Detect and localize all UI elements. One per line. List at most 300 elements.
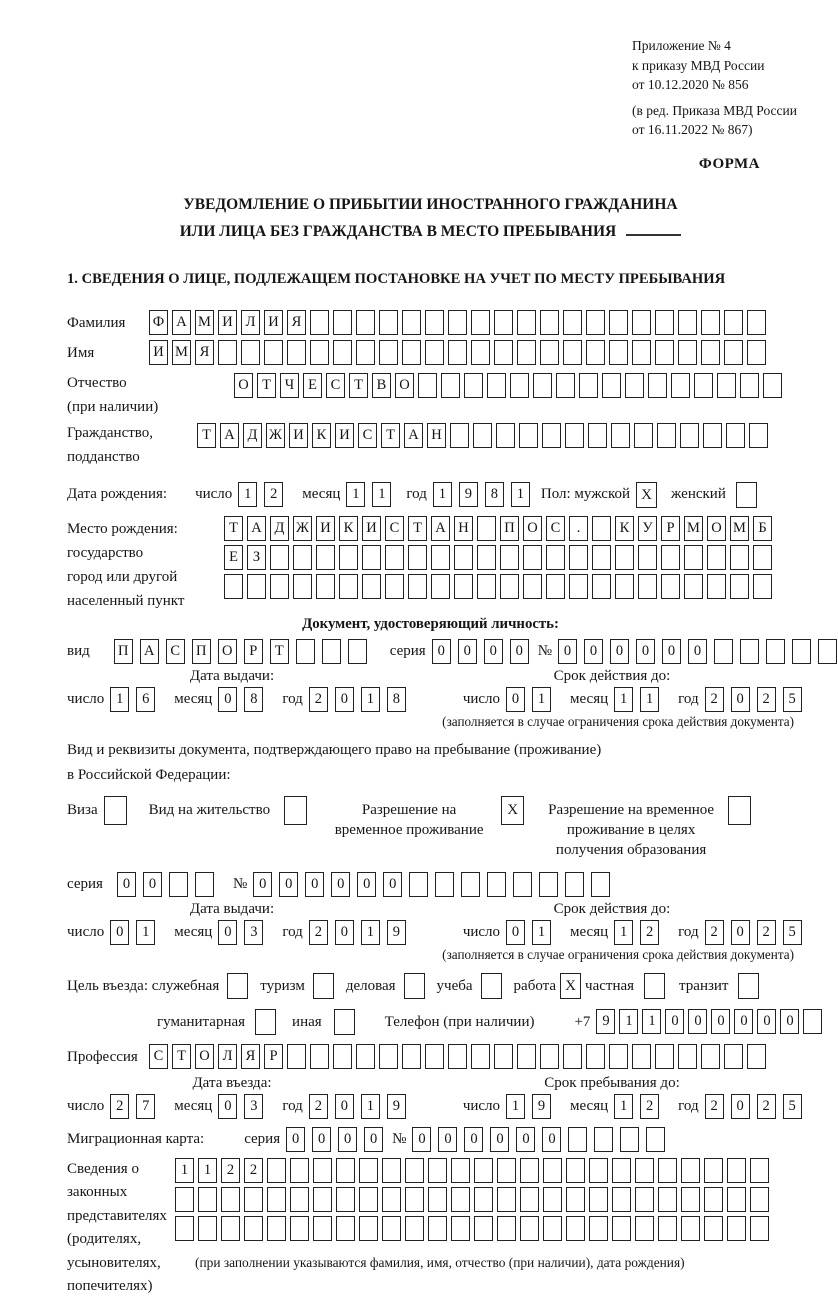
char-box[interactable]: 5: [783, 1094, 802, 1119]
char-box[interactable]: [310, 1044, 329, 1069]
char-box[interactable]: [441, 373, 460, 398]
char-box[interactable]: 0: [542, 1127, 561, 1152]
char-box[interactable]: У: [638, 516, 657, 541]
char-box[interactable]: 0: [253, 872, 272, 897]
char-box[interactable]: [681, 1158, 700, 1183]
char-box[interactable]: Л: [218, 1044, 237, 1069]
char-box[interactable]: [730, 545, 749, 570]
char-box[interactable]: 0: [464, 1127, 483, 1152]
char-box[interactable]: [579, 373, 598, 398]
char-box[interactable]: О: [523, 516, 542, 541]
char-box[interactable]: [684, 574, 703, 599]
char-box[interactable]: [316, 545, 335, 570]
char-box[interactable]: [339, 545, 358, 570]
char-box[interactable]: [385, 574, 404, 599]
char-box[interactable]: [612, 1158, 631, 1183]
char-box[interactable]: [513, 872, 532, 897]
char-box[interactable]: Т: [197, 423, 216, 448]
char-box[interactable]: [198, 1187, 217, 1212]
char-box[interactable]: [703, 423, 722, 448]
char-box[interactable]: [267, 1187, 286, 1212]
char-box[interactable]: [287, 1044, 306, 1069]
char-box[interactable]: [385, 545, 404, 570]
char-box[interactable]: 0: [279, 872, 298, 897]
char-box[interactable]: [510, 373, 529, 398]
char-box[interactable]: 0: [218, 1094, 237, 1119]
char-box[interactable]: 0: [731, 687, 750, 712]
char-box[interactable]: [473, 423, 492, 448]
char-box[interactable]: 1: [532, 920, 551, 945]
char-box[interactable]: [497, 1158, 516, 1183]
char-box[interactable]: М: [684, 516, 703, 541]
char-box[interactable]: [740, 639, 759, 664]
char-box[interactable]: [727, 1158, 746, 1183]
char-box[interactable]: [591, 872, 610, 897]
char-box[interactable]: [290, 1158, 309, 1183]
char-box[interactable]: 0: [665, 1009, 684, 1034]
char-box[interactable]: 0: [636, 639, 655, 664]
char-box[interactable]: [247, 574, 266, 599]
char-box[interactable]: 1: [346, 482, 365, 507]
char-box[interactable]: [519, 423, 538, 448]
char-box[interactable]: Т: [257, 373, 276, 398]
char-box[interactable]: [270, 574, 289, 599]
char-box[interactable]: [724, 310, 743, 335]
purpose-work-checkbox[interactable]: X: [560, 973, 581, 999]
char-box[interactable]: [175, 1187, 194, 1212]
char-box[interactable]: 0: [688, 1009, 707, 1034]
char-box[interactable]: 2: [640, 920, 659, 945]
char-box[interactable]: [435, 872, 454, 897]
char-box[interactable]: [803, 1009, 822, 1034]
char-box[interactable]: [589, 1187, 608, 1212]
char-box[interactable]: [658, 1158, 677, 1183]
char-box[interactable]: 2: [705, 1094, 724, 1119]
char-box[interactable]: [655, 1044, 674, 1069]
char-box[interactable]: [520, 1187, 539, 1212]
char-box[interactable]: [646, 1127, 665, 1152]
char-box[interactable]: Ж: [266, 423, 285, 448]
char-box[interactable]: [221, 1216, 240, 1241]
char-box[interactable]: [451, 1216, 470, 1241]
char-box[interactable]: [497, 1187, 516, 1212]
char-box[interactable]: 2: [757, 920, 776, 945]
char-box[interactable]: [594, 1127, 613, 1152]
char-box[interactable]: [497, 1216, 516, 1241]
char-box[interactable]: [267, 1216, 286, 1241]
char-box[interactable]: [336, 1158, 355, 1183]
char-box[interactable]: 0: [780, 1009, 799, 1034]
char-box[interactable]: [464, 373, 483, 398]
char-box[interactable]: [586, 340, 605, 365]
char-box[interactable]: [568, 1127, 587, 1152]
char-box[interactable]: [348, 639, 367, 664]
char-box[interactable]: Я: [287, 310, 306, 335]
char-box[interactable]: 0: [286, 1127, 305, 1152]
char-box[interactable]: 9: [459, 482, 478, 507]
char-box[interactable]: [198, 1216, 217, 1241]
char-box[interactable]: [661, 545, 680, 570]
char-box[interactable]: [648, 373, 667, 398]
char-box[interactable]: А: [172, 310, 191, 335]
char-box[interactable]: 2: [705, 920, 724, 945]
char-box[interactable]: [428, 1187, 447, 1212]
char-box[interactable]: [730, 574, 749, 599]
char-box[interactable]: [566, 1158, 585, 1183]
char-box[interactable]: Р: [244, 639, 263, 664]
char-box[interactable]: [313, 1158, 332, 1183]
char-box[interactable]: 2: [309, 920, 328, 945]
char-box[interactable]: [655, 340, 674, 365]
char-box[interactable]: [494, 310, 513, 335]
char-box[interactable]: 2: [110, 1094, 129, 1119]
char-box[interactable]: Д: [270, 516, 289, 541]
char-box[interactable]: О: [195, 1044, 214, 1069]
char-box[interactable]: А: [140, 639, 159, 664]
char-box[interactable]: Ч: [280, 373, 299, 398]
char-box[interactable]: И: [149, 340, 168, 365]
char-box[interactable]: [336, 1187, 355, 1212]
purpose-tourism-checkbox[interactable]: [313, 973, 334, 999]
char-box[interactable]: В: [372, 373, 391, 398]
char-box[interactable]: [333, 340, 352, 365]
char-box[interactable]: 0: [662, 639, 681, 664]
char-box[interactable]: [533, 373, 552, 398]
char-box[interactable]: 0: [312, 1127, 331, 1152]
char-box[interactable]: 2: [244, 1158, 263, 1183]
char-box[interactable]: 1: [372, 482, 391, 507]
char-box[interactable]: [313, 1216, 332, 1241]
char-box[interactable]: 1: [532, 687, 551, 712]
char-box[interactable]: [620, 1127, 639, 1152]
char-box[interactable]: [612, 1216, 631, 1241]
char-box[interactable]: [556, 373, 575, 398]
char-box[interactable]: [336, 1216, 355, 1241]
char-box[interactable]: А: [247, 516, 266, 541]
char-box[interactable]: [615, 574, 634, 599]
char-box[interactable]: 8: [387, 687, 406, 712]
char-box[interactable]: [565, 872, 584, 897]
char-box[interactable]: [359, 1158, 378, 1183]
char-box[interactable]: 0: [734, 1009, 753, 1034]
char-box[interactable]: [382, 1216, 401, 1241]
char-box[interactable]: 0: [335, 687, 354, 712]
char-box[interactable]: [586, 1044, 605, 1069]
char-box[interactable]: [750, 1187, 769, 1212]
char-box[interactable]: [408, 545, 427, 570]
char-box[interactable]: [405, 1158, 424, 1183]
char-box[interactable]: З: [247, 545, 266, 570]
char-box[interactable]: 3: [244, 1094, 263, 1119]
char-box[interactable]: 0: [490, 1127, 509, 1152]
char-box[interactable]: [635, 1216, 654, 1241]
char-box[interactable]: 2: [264, 482, 283, 507]
char-box[interactable]: [418, 373, 437, 398]
purpose-business-checkbox[interactable]: [404, 973, 425, 999]
char-box[interactable]: М: [195, 310, 214, 335]
char-box[interactable]: 1: [614, 687, 633, 712]
char-box[interactable]: 9: [387, 1094, 406, 1119]
char-box[interactable]: М: [172, 340, 191, 365]
purpose-study-checkbox[interactable]: [481, 973, 502, 999]
char-box[interactable]: [461, 872, 480, 897]
char-box[interactable]: [678, 1044, 697, 1069]
char-box[interactable]: Н: [427, 423, 446, 448]
char-box[interactable]: [474, 1216, 493, 1241]
char-box[interactable]: С: [358, 423, 377, 448]
char-box[interactable]: [609, 310, 628, 335]
char-box[interactable]: 2: [309, 687, 328, 712]
char-box[interactable]: 2: [640, 1094, 659, 1119]
char-box[interactable]: [753, 545, 772, 570]
char-box[interactable]: [701, 310, 720, 335]
char-box[interactable]: О: [707, 516, 726, 541]
char-box[interactable]: 1: [642, 1009, 661, 1034]
char-box[interactable]: 1: [614, 1094, 633, 1119]
char-box[interactable]: [792, 639, 811, 664]
char-box[interactable]: [724, 1044, 743, 1069]
char-box[interactable]: О: [395, 373, 414, 398]
char-box[interactable]: 0: [610, 639, 629, 664]
char-box[interactable]: Б: [753, 516, 772, 541]
residence-permit-checkbox[interactable]: [284, 796, 307, 825]
char-box[interactable]: [517, 310, 536, 335]
char-box[interactable]: 0: [438, 1127, 457, 1152]
char-box[interactable]: 0: [731, 920, 750, 945]
char-box[interactable]: [359, 1187, 378, 1212]
char-box[interactable]: 0: [331, 872, 350, 897]
char-box[interactable]: 2: [309, 1094, 328, 1119]
char-box[interactable]: [451, 1158, 470, 1183]
char-box[interactable]: [592, 574, 611, 599]
purpose-transit-checkbox[interactable]: [738, 973, 759, 999]
char-box[interactable]: 0: [510, 639, 529, 664]
char-box[interactable]: И: [335, 423, 354, 448]
char-box[interactable]: [454, 574, 473, 599]
char-box[interactable]: [428, 1158, 447, 1183]
char-box[interactable]: К: [312, 423, 331, 448]
char-box[interactable]: Ф: [149, 310, 168, 335]
char-box[interactable]: С: [166, 639, 185, 664]
char-box[interactable]: 0: [110, 920, 129, 945]
char-box[interactable]: 0: [432, 639, 451, 664]
char-box[interactable]: [293, 574, 312, 599]
char-box[interactable]: [542, 423, 561, 448]
char-box[interactable]: 6: [136, 687, 155, 712]
char-box[interactable]: [408, 574, 427, 599]
char-box[interactable]: [592, 516, 611, 541]
char-box[interactable]: [625, 373, 644, 398]
char-box[interactable]: [474, 1158, 493, 1183]
char-box[interactable]: 1: [361, 920, 380, 945]
char-box[interactable]: Е: [224, 545, 243, 570]
char-box[interactable]: П: [192, 639, 211, 664]
char-box[interactable]: [409, 872, 428, 897]
char-box[interactable]: 9: [387, 920, 406, 945]
char-box[interactable]: [362, 545, 381, 570]
char-box[interactable]: 0: [558, 639, 577, 664]
char-box[interactable]: 1: [198, 1158, 217, 1183]
char-box[interactable]: [569, 574, 588, 599]
char-box[interactable]: [655, 310, 674, 335]
char-box[interactable]: [270, 545, 289, 570]
char-box[interactable]: 5: [783, 687, 802, 712]
char-box[interactable]: [402, 340, 421, 365]
char-box[interactable]: Т: [381, 423, 400, 448]
char-box[interactable]: [726, 423, 745, 448]
char-box[interactable]: [241, 340, 260, 365]
char-box[interactable]: 1: [110, 687, 129, 712]
char-box[interactable]: [678, 340, 697, 365]
char-box[interactable]: Т: [270, 639, 289, 664]
char-box[interactable]: 1: [136, 920, 155, 945]
char-box[interactable]: С: [546, 516, 565, 541]
char-box[interactable]: [684, 545, 703, 570]
char-box[interactable]: 0: [731, 1094, 750, 1119]
char-box[interactable]: Т: [172, 1044, 191, 1069]
char-box[interactable]: [704, 1216, 723, 1241]
char-box[interactable]: 8: [485, 482, 504, 507]
char-box[interactable]: [425, 340, 444, 365]
char-box[interactable]: [494, 340, 513, 365]
char-box[interactable]: 0: [688, 639, 707, 664]
char-box[interactable]: 1: [238, 482, 257, 507]
char-box[interactable]: [540, 310, 559, 335]
char-box[interactable]: [221, 1187, 240, 1212]
char-box[interactable]: [566, 1216, 585, 1241]
char-box[interactable]: [310, 340, 329, 365]
char-box[interactable]: 0: [357, 872, 376, 897]
char-box[interactable]: [658, 1216, 677, 1241]
char-box[interactable]: [609, 340, 628, 365]
char-box[interactable]: 0: [458, 639, 477, 664]
char-box[interactable]: [632, 1044, 651, 1069]
purpose-humanitarian-checkbox[interactable]: [255, 1009, 276, 1035]
char-box[interactable]: [290, 1216, 309, 1241]
char-box[interactable]: [448, 340, 467, 365]
char-box[interactable]: [704, 1187, 723, 1212]
char-box[interactable]: [588, 423, 607, 448]
char-box[interactable]: [586, 310, 605, 335]
char-box[interactable]: [681, 1216, 700, 1241]
char-box[interactable]: [382, 1187, 401, 1212]
char-box[interactable]: [566, 1187, 585, 1212]
char-box[interactable]: [680, 423, 699, 448]
char-box[interactable]: [477, 574, 496, 599]
char-box[interactable]: [747, 1044, 766, 1069]
char-box[interactable]: [763, 373, 782, 398]
char-box[interactable]: [487, 872, 506, 897]
char-box[interactable]: 2: [757, 687, 776, 712]
char-box[interactable]: [487, 373, 506, 398]
char-box[interactable]: [612, 1187, 631, 1212]
char-box[interactable]: Н: [454, 516, 473, 541]
char-box[interactable]: [543, 1187, 562, 1212]
char-box[interactable]: [448, 310, 467, 335]
char-box[interactable]: А: [220, 423, 239, 448]
char-box[interactable]: [740, 373, 759, 398]
char-box[interactable]: 0: [506, 920, 525, 945]
char-box[interactable]: [766, 639, 785, 664]
char-box[interactable]: [379, 1044, 398, 1069]
char-box[interactable]: [244, 1216, 263, 1241]
char-box[interactable]: [589, 1216, 608, 1241]
char-box[interactable]: [632, 310, 651, 335]
char-box[interactable]: 1: [361, 1094, 380, 1119]
char-box[interactable]: [450, 423, 469, 448]
char-box[interactable]: [540, 1044, 559, 1069]
char-box[interactable]: 0: [383, 872, 402, 897]
char-box[interactable]: Я: [241, 1044, 260, 1069]
char-box[interactable]: 2: [757, 1094, 776, 1119]
char-box[interactable]: [543, 1158, 562, 1183]
temp-residence-edu-checkbox[interactable]: [728, 796, 751, 825]
char-box[interactable]: [448, 1044, 467, 1069]
char-box[interactable]: [431, 545, 450, 570]
char-box[interactable]: [474, 1187, 493, 1212]
char-box[interactable]: [471, 340, 490, 365]
purpose-official-checkbox[interactable]: [227, 973, 248, 999]
char-box[interactable]: [169, 872, 188, 897]
char-box[interactable]: 8: [244, 687, 263, 712]
char-box[interactable]: 1: [640, 687, 659, 712]
char-box[interactable]: [611, 423, 630, 448]
char-box[interactable]: [661, 574, 680, 599]
char-box[interactable]: [523, 574, 542, 599]
char-box[interactable]: Е: [303, 373, 322, 398]
char-box[interactable]: [356, 1044, 375, 1069]
char-box[interactable]: [707, 574, 726, 599]
char-box[interactable]: К: [339, 516, 358, 541]
char-box[interactable]: 1: [175, 1158, 194, 1183]
char-box[interactable]: [714, 639, 733, 664]
char-box[interactable]: Д: [243, 423, 262, 448]
char-box[interactable]: [517, 1044, 536, 1069]
char-box[interactable]: [500, 545, 519, 570]
char-box[interactable]: Ж: [293, 516, 312, 541]
char-box[interactable]: [569, 545, 588, 570]
char-box[interactable]: [634, 423, 653, 448]
char-box[interactable]: [517, 340, 536, 365]
char-box[interactable]: [563, 310, 582, 335]
char-box[interactable]: [402, 1044, 421, 1069]
char-box[interactable]: И: [289, 423, 308, 448]
char-box[interactable]: 1: [433, 482, 452, 507]
char-box[interactable]: 1: [511, 482, 530, 507]
char-box[interactable]: Я: [195, 340, 214, 365]
char-box[interactable]: 0: [305, 872, 324, 897]
char-box[interactable]: [382, 1158, 401, 1183]
char-box[interactable]: [356, 310, 375, 335]
char-box[interactable]: [195, 872, 214, 897]
char-box[interactable]: А: [431, 516, 450, 541]
char-box[interactable]: 1: [506, 1094, 525, 1119]
char-box[interactable]: 1: [361, 687, 380, 712]
char-box[interactable]: М: [730, 516, 749, 541]
char-box[interactable]: 2: [221, 1158, 240, 1183]
char-box[interactable]: [592, 545, 611, 570]
char-box[interactable]: [471, 1044, 490, 1069]
char-box[interactable]: [638, 545, 657, 570]
char-box[interactable]: [635, 1187, 654, 1212]
sex-female-checkbox[interactable]: [736, 482, 757, 508]
char-box[interactable]: [638, 574, 657, 599]
char-box[interactable]: 0: [143, 872, 162, 897]
char-box[interactable]: [496, 423, 515, 448]
char-box[interactable]: [322, 639, 341, 664]
char-box[interactable]: [749, 423, 768, 448]
char-box[interactable]: С: [385, 516, 404, 541]
